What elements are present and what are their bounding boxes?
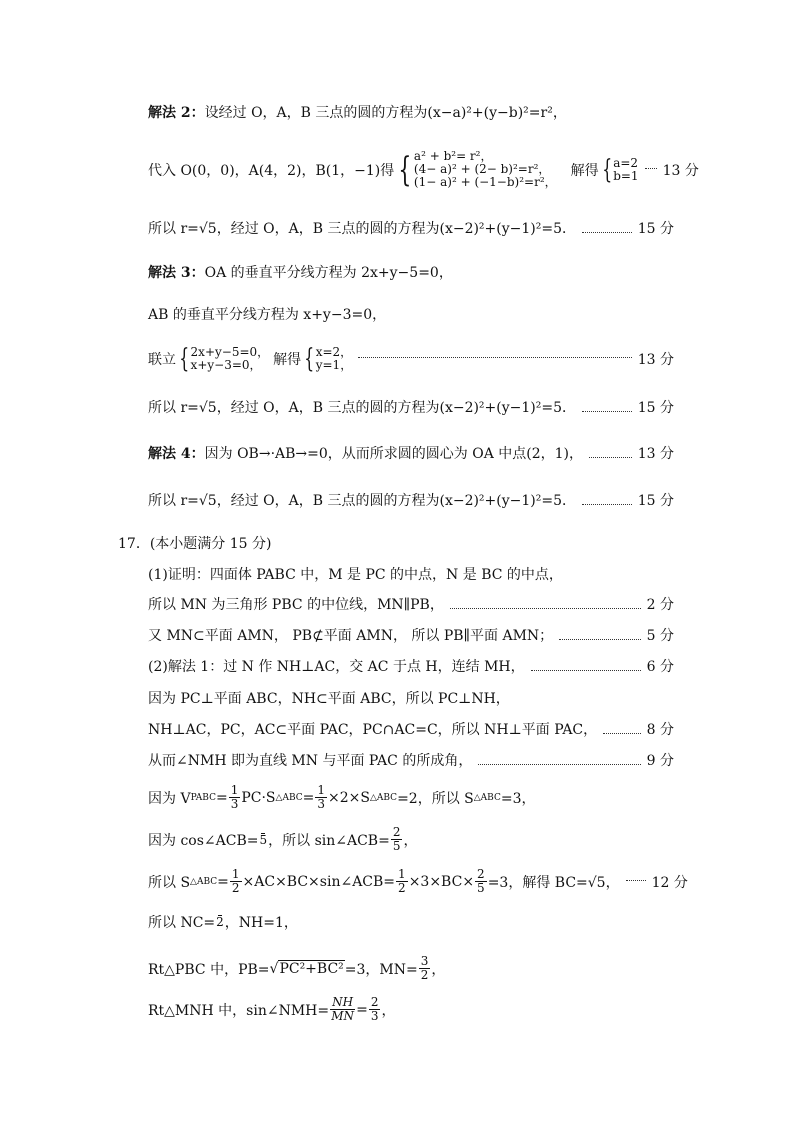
score-mark: 9 分 <box>646 753 674 769</box>
radicand: PC²+BC² <box>279 961 344 977</box>
score-mark: 15 分 <box>637 221 674 237</box>
text-run: ， <box>403 832 418 849</box>
text-run: = <box>215 789 228 806</box>
text-run: ， <box>431 961 446 978</box>
dot-leader <box>645 167 657 169</box>
fraction <box>315 784 327 811</box>
numerator: 3 <box>420 954 429 968</box>
cosine-step <box>148 826 674 853</box>
dot-leader <box>450 607 641 609</box>
denominator: MN <box>331 1009 354 1023</box>
denominator: 3 <box>230 797 239 811</box>
solution-system: { x=2， y=1， <box>304 344 353 374</box>
method3-system <box>148 344 674 374</box>
fraction <box>229 784 241 811</box>
method2-result <box>148 218 674 238</box>
subscript: △ABC <box>473 792 501 803</box>
subscript: △ABC <box>369 792 398 803</box>
fraction <box>230 868 242 895</box>
denominator: 3 <box>370 1009 379 1023</box>
fraction <box>396 868 408 895</box>
score-mark: 6 分 <box>646 659 674 675</box>
denominator: 5 <box>477 881 485 895</box>
fraction <box>475 868 487 895</box>
text-run: ，NH=1， <box>224 915 298 931</box>
method4-text: 因为 OB→·AB→=0，从而所求圆的圆心为 OA 中点(2，1)， <box>204 446 584 462</box>
score-mark: 13 分 <box>637 352 674 368</box>
pb-step: Rt△PBC 中，PB= √ PC²+BC² =3，MN= $\frac{3}{2}$ ， <box>148 954 446 982</box>
text-run: Rt△MNH 中，sin∠NMH= <box>148 1002 330 1019</box>
score-mark: 8 分 <box>646 722 674 738</box>
nc-step <box>148 912 674 932</box>
method2-intro <box>148 102 674 122</box>
solution-y: y=1， <box>315 358 353 372</box>
result-text: 所以 r=√5，经过 O，A，B 三点的圆的方程为(x−2)²+(y−1)²=5． <box>148 221 576 237</box>
solution-a: a=2 <box>613 155 639 170</box>
method3-result <box>148 397 674 417</box>
denominator: 2 <box>216 915 224 929</box>
part2-step4 <box>148 750 674 770</box>
question-title: 17．(本小题满分 15 分) <box>118 536 272 552</box>
step-text: 从而∠NMH 即为直线 MN 与平面 PAC 的所成角， <box>148 753 473 769</box>
fraction <box>391 826 403 853</box>
fraction <box>216 915 224 929</box>
part1-step2 <box>148 594 674 614</box>
method4-label: 解法 4： <box>148 446 205 462</box>
text-run: Rt△PBC 中，PB= <box>148 961 270 978</box>
method3-label: 解法 3： <box>148 265 205 281</box>
numerator: 2 <box>392 825 401 839</box>
numerator: 1 <box>231 867 240 881</box>
text-run: 所以 S <box>148 874 191 891</box>
dot-leader <box>626 879 646 881</box>
text-run: = <box>302 789 315 806</box>
text-run: PC·S <box>241 789 276 806</box>
result-text: 所以 r=√5，经过 O，A，B 三点的圆的方程为(x−2)²+(y−1)²=5． <box>148 400 576 416</box>
part1-statement <box>148 564 674 584</box>
text-run: =2，所以 S <box>397 790 474 807</box>
text-run: ×3×BC× <box>408 873 475 890</box>
fraction <box>330 996 355 1023</box>
score-mark: 2 分 <box>646 597 674 613</box>
text-run: 因为 V <box>148 790 191 807</box>
denominator: 5 <box>259 832 268 847</box>
denominator: 2 <box>231 881 240 895</box>
text-run: ，所以 sin∠ACB= <box>268 832 390 849</box>
text-run: =3，解得 BC=√5， <box>487 874 620 891</box>
method3-intro <box>148 262 674 282</box>
denominator: 2 <box>398 881 406 895</box>
dot-leader <box>478 763 640 765</box>
area-step <box>148 867 688 895</box>
text-run: ×2×S <box>328 789 370 806</box>
step-text: 所以 MN 为三角形 PBC 的中位线，MN∥PB， <box>148 597 444 613</box>
text-run: ， <box>381 1002 396 1019</box>
method4-result <box>148 490 674 510</box>
subscript: PABC <box>190 792 216 803</box>
subscript: △ABC <box>275 792 303 803</box>
denominator: 2 <box>420 968 429 982</box>
substitution-text: 代入 O(0，0)，A(4，2)，B(1，−1)得 <box>148 162 395 179</box>
part2-step1 <box>148 656 674 676</box>
numerator: NH <box>332 995 354 1009</box>
equation-system: { 2x+y−5=0， x+y−3=0， <box>179 344 270 374</box>
subscript: △ABC <box>190 876 218 887</box>
method3-ab-bisector <box>148 304 674 324</box>
system-eq-3: (1− a)² + (−1−b)²=r²， <box>413 175 557 189</box>
numerator: 1 <box>398 867 406 881</box>
denominator: 3 <box>317 797 325 811</box>
method4-intro <box>148 443 674 463</box>
fraction <box>259 833 267 847</box>
ab-bisector-text: AB 的垂直平分线方程为 x+y−3=0， <box>148 307 387 323</box>
equation-system: { a² + b²= r²， (4− a)² + (2− b)²=r²， (1− a)² + (−1−b)²=r²， <box>398 149 557 190</box>
part1-step3 <box>148 625 674 645</box>
result-text: 所以 r=√5，经过 O，A，B 三点的圆的方程为(x−2)²+(y−1)²=5． <box>148 493 576 509</box>
dot-leader <box>603 732 640 734</box>
dot-leader <box>582 231 632 233</box>
numerator: 2 <box>370 995 379 1009</box>
dot-leader <box>559 638 640 640</box>
score-mark: 12 分 <box>651 874 688 891</box>
part2-step2 <box>148 688 674 708</box>
step-text: NH⊥AC，PC，AC⊂平面 PAC，PC∩AC=C，所以 NH⊥平面 PAC， <box>148 722 598 738</box>
score-mark: 13 分 <box>637 446 674 462</box>
text-run: = <box>217 873 229 890</box>
system-eq-1: a² + b²= r²， <box>413 149 493 163</box>
step-text: 因为 PC⊥平面 ABC，NH⊂平面 ABC，所以 PC⊥NH， <box>148 691 510 707</box>
solution-x: x=2， <box>315 345 353 359</box>
system-eq-1: 2x+y−5=0， <box>190 345 270 359</box>
step-text: 又 MN⊂平面 AMN， PB⊄平面 AMN， 所以 PB∥平面 AMN； <box>148 628 554 644</box>
denominator: 5 <box>392 839 401 853</box>
text-run: =3， <box>500 790 536 807</box>
question-17-header <box>118 533 644 553</box>
dot-leader <box>582 503 632 505</box>
part2-step3 <box>148 719 674 739</box>
score-mark: 15 分 <box>637 400 674 416</box>
part1-text: (1)证明：四面体 PABC 中，M 是 PC 的中点，N 是 BC 的中点， <box>148 567 563 583</box>
score-mark: 15 分 <box>637 493 674 509</box>
system-eq-2: (4− a)² + (2− b)²=r²， <box>413 162 551 176</box>
method3-text: OA 的垂直平分线方程为 2x+y−5=0， <box>204 265 453 281</box>
solution-system: { a=2 b=1 <box>601 154 639 185</box>
text-run: =3，MN= <box>344 961 418 978</box>
solve-text: 解得 <box>273 352 302 368</box>
score-mark: 5 分 <box>646 628 674 644</box>
text-run: = <box>356 1001 368 1018</box>
system-eq-2: x+y−3=0， <box>190 358 262 372</box>
numerator: 2 <box>477 867 485 881</box>
solve-text: 解得 <box>570 162 599 179</box>
fraction <box>369 996 381 1023</box>
method2-text: 设经过 O，A，B 三点的圆的方程为(x−a)²+(y−b)²=r²， <box>204 105 567 121</box>
score-mark: 13 分 <box>662 162 699 179</box>
numerator: 1 <box>230 783 239 797</box>
dot-leader <box>582 410 632 412</box>
text-run: 因为 cos∠ACB= <box>148 832 259 849</box>
fraction <box>419 955 431 982</box>
text-run: 所以 NC= <box>148 915 216 931</box>
method2-substitution <box>148 149 699 190</box>
volume-step <box>148 784 674 811</box>
combine-text: 联立 <box>148 352 176 368</box>
step-text: (2)解法 1：过 N 作 NH⊥AC，交 AC 于点 H，连结 MH， <box>148 659 525 675</box>
text-run: ×AC×BC×sin∠ACB= <box>242 873 396 890</box>
dot-leader <box>358 356 632 358</box>
numerator: 1 <box>317 783 325 797</box>
dot-leader <box>589 456 632 458</box>
sine-step <box>148 996 674 1023</box>
dot-leader <box>531 669 641 671</box>
method2-label: 解法 2： <box>148 105 205 121</box>
solution-b: b=1 <box>613 168 639 183</box>
